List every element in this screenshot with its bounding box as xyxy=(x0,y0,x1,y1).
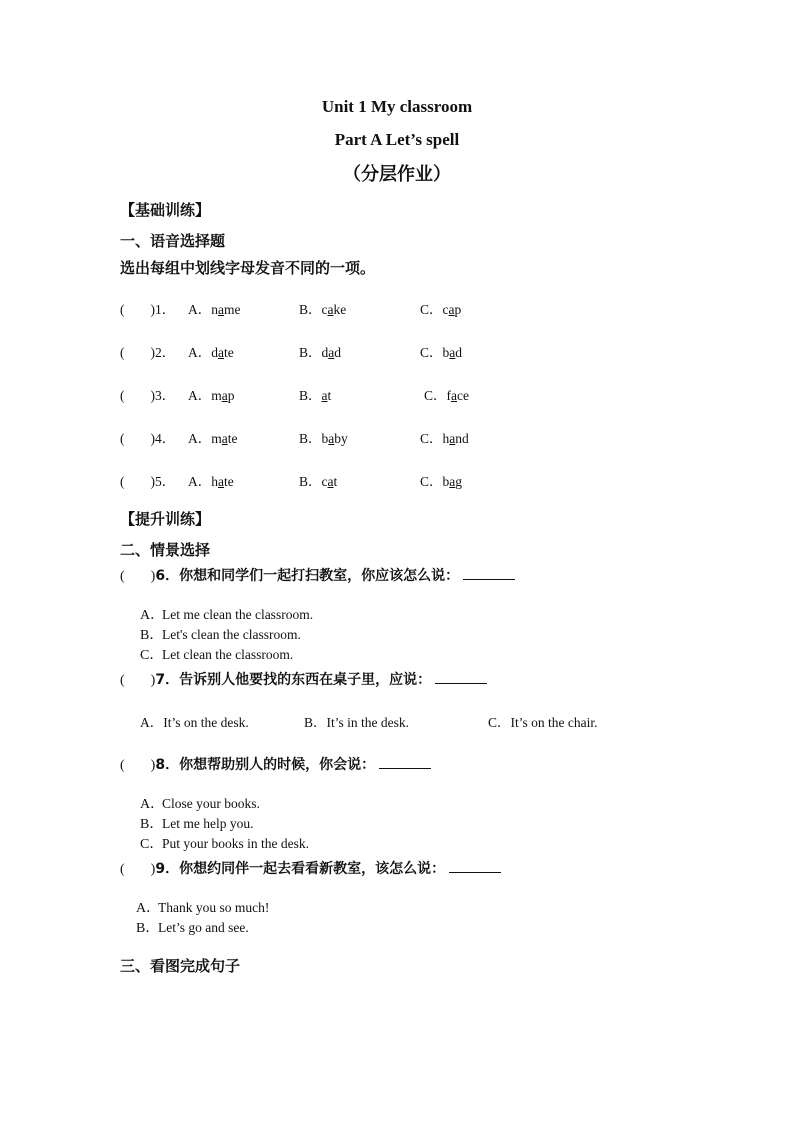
phonics-option-c: C．face xyxy=(424,388,469,403)
option-a: A．Thank you so much! xyxy=(136,900,270,916)
worksheet-subtitle: Part A Let’s spell xyxy=(334,130,460,149)
option-b: B．It’s in the desk. xyxy=(304,715,410,730)
option-c: C．It’s on the chair. xyxy=(488,715,598,730)
section-basic-heading: 【基础训练】 xyxy=(120,201,211,219)
phonics-option-c: C．bag xyxy=(420,474,463,489)
answer-blank[interactable] xyxy=(435,671,487,684)
question-9: ( )9．你想约同伴一起去看看新教室，该怎么说： xyxy=(120,858,501,878)
option-a: A．Let me clean the classroom. xyxy=(140,607,314,623)
phonics-option-c: C．cap xyxy=(420,302,462,317)
phonics-row: ( )4． xyxy=(120,431,176,446)
answer-blank[interactable] xyxy=(379,756,431,769)
option-c: C．Put your books in the desk. xyxy=(140,836,309,852)
part1-instruction: 选出每组中划线字母发音不同的一项。 xyxy=(120,259,376,277)
phonics-option-b: B．cat xyxy=(299,474,338,489)
answer-blank[interactable] xyxy=(449,860,501,873)
phonics-row: ( )1． xyxy=(120,302,176,317)
part2-title: 二、情景选择 xyxy=(120,541,211,559)
phonics-option-b: B．cake xyxy=(299,302,347,317)
phonics-row: ( )2． xyxy=(120,345,176,360)
option-b: B．Let me help you. xyxy=(140,816,254,832)
question-6: ( )6．你想和同学们一起打扫教室，你应该怎么说： xyxy=(120,565,515,585)
phonics-row: ( )5． xyxy=(120,474,176,489)
worksheet-tag: （分层作业） xyxy=(343,164,451,184)
option-b: B．Let’s go and see. xyxy=(136,920,249,936)
phonics-option-c: C．bad xyxy=(420,345,463,360)
phonics-option-c: C．hand xyxy=(420,431,469,446)
phonics-option-b: B．dad xyxy=(299,345,342,360)
phonics-option-b: B．baby xyxy=(299,431,348,446)
option-b: B．Let's clean the classroom. xyxy=(140,627,301,643)
worksheet-title: Unit 1 My classroom xyxy=(321,97,473,116)
option-a: A．It’s on the desk. xyxy=(140,715,249,730)
section-advanced-heading: 【提升训练】 xyxy=(120,510,211,528)
question-8: ( )8．你想帮助别人的时候，你会说： xyxy=(120,754,431,774)
phonics-option-a: A．date xyxy=(188,345,234,360)
phonics-option-a: A．hate xyxy=(188,474,234,489)
phonics-option-a: A．mate xyxy=(188,431,238,446)
question-7: ( )7．告诉别人他要找的东西在桌子里，应说： xyxy=(120,669,487,689)
option-a: A．Close your books. xyxy=(140,796,260,812)
option-c: C．Let clean the classroom. xyxy=(140,647,294,663)
phonics-row: ( )3． xyxy=(120,388,176,403)
phonics-option-a: A．map xyxy=(188,388,235,403)
answer-blank[interactable] xyxy=(463,567,515,580)
part1-title: 一、语音选择题 xyxy=(120,232,226,250)
phonics-option-a: A．name xyxy=(188,302,241,317)
part3-title: 三、看图完成句子 xyxy=(120,957,241,975)
phonics-option-b: B．at xyxy=(299,388,332,403)
